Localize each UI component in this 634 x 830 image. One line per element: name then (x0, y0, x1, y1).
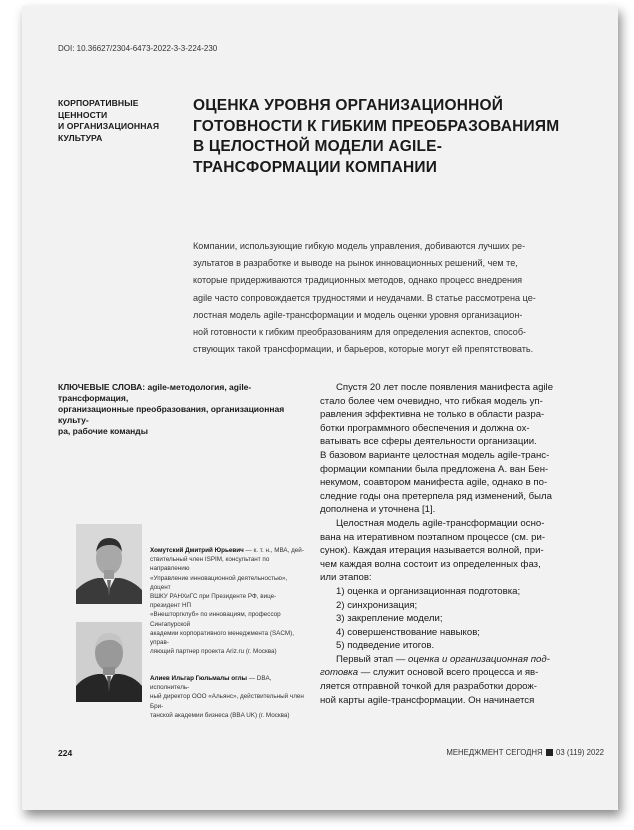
body-line: чем каждая волна состоит из определенных фаз, (320, 558, 541, 570)
author-photo (76, 524, 142, 604)
body-line: некумом, соавтором манифеста agile, однако в по- (320, 477, 548, 489)
abstract-line: зультатов в разработке и выводе на рынок инновационных решений, чем те, (193, 258, 518, 269)
body-line: сунок). Каждая итерация называется волной, при- (320, 545, 544, 557)
body-line: Спустя 20 лет после появления манифеста agile (336, 382, 554, 393)
title-line: ГОТОВНОСТИ К ГИБКИМ ПРЕОБРАЗОВАНИЯМ (193, 117, 560, 135)
section-heading (58, 98, 178, 144)
list-item: 4) совершенствование навыков; (336, 626, 480, 638)
bio-line: ный директор ООО «Альянс», действительный член Бри- (150, 693, 304, 710)
list-item: 5) подведение итогов. (336, 640, 435, 652)
abstract (193, 238, 565, 358)
section-line: И ОРГАНИЗАЦИОННАЯ (58, 121, 160, 131)
body-text: Первый этап — (336, 653, 409, 665)
page-number: 224 (58, 748, 73, 758)
bio-line: танской академии бизнеса (BBA UK) (г. Москва) (150, 711, 290, 719)
title-line: ОЦЕНКА УРОВНЯ ОРГАНИЗАЦИОННОЙ (193, 97, 504, 114)
keywords-line: ра, рабочие команды (58, 426, 148, 436)
body-line: стало более чем очевидно, что гибкая модель уп- (320, 395, 543, 407)
doi: DOI: 10.36627/2304-6473-2022-3-3-224-230 (58, 44, 218, 53)
issue-number: 03 (119) 2022 (556, 748, 604, 757)
body-line: ляется отправной точкой для разработки дорож- (320, 681, 538, 693)
title-line: В ЦЕЛОСТНОЙ МОДЕЛИ AGILE- (193, 138, 443, 155)
body-line: ботки программного обеспечения и должна ох- (320, 422, 530, 434)
body-text: — служит основой всего процесса и яв- (358, 667, 539, 679)
body-line: дополнена и уточнена [1]. (320, 504, 436, 516)
journal-name: МЕНЕДЖМЕНТ СЕГОДНЯ (446, 748, 543, 757)
square-icon (546, 749, 553, 756)
keywords (58, 382, 298, 437)
emphasis-text: готовка (320, 667, 359, 679)
emphasis-text: оценка и организационная под- (408, 653, 550, 665)
abstract-line: которые придерживаются традиционных методов, однако процесс внедрения (193, 275, 523, 286)
abstract-line: Компании, использующие гибкую модель управления, добиваются лучших ре- (193, 241, 526, 251)
bio-line: ствительный член ISPIM, консультант по направлению (150, 556, 270, 573)
bio-line: академии корпоративного менеджмента (SACM), управ- (150, 629, 294, 647)
list-item: 2) синхронизация; (336, 599, 418, 611)
bio-line: «Внешторгклуб» по инновациям, профессор Сингапурской (150, 611, 281, 628)
abstract-line: agile часто сопровождается трудностями и неудачами. В статье рассмотрена це- (193, 292, 536, 303)
author-bio (150, 546, 306, 656)
list-item: 1) оценка и организационная подготовка; (336, 585, 521, 597)
author-bio (150, 674, 306, 720)
body-line: ной карты agile-трансформации. Он начинается (320, 694, 535, 706)
abstract-line: ствующих такой трансформации, и барьеров, которые могут ей препятствовать. (193, 344, 534, 355)
section-line: ЦЕННОСТИ (58, 109, 108, 120)
abstract-line: ной готовности к гибким преобразованиям для определения аспектов, способ- (193, 327, 527, 338)
body-line: следние годы она претерпела ряд изменений, была (320, 490, 552, 502)
body-line: В базовом варианте целостная модель agile-транс- (320, 449, 550, 461)
author-name: Алиев Ильгар Гюльмалы оглы (150, 675, 247, 682)
article-body (320, 381, 582, 707)
body-line: Целостная модель agile-трансформации осно- (336, 517, 545, 529)
body-line: равления эффективна не только в области разра- (320, 409, 545, 421)
body-line: вана на итеративном поэтапном процессе (см. ри- (320, 531, 546, 543)
title-line: ТРАНСФОРМАЦИИ КОМПАНИИ (193, 158, 438, 176)
body-line: ватывать все сферы деятельности организации. (320, 436, 537, 448)
body-line (320, 666, 582, 680)
bio-line: — DBA, исполнитель- (150, 675, 272, 692)
section-line: КУЛЬТУРА (58, 132, 103, 143)
keywords-line: организационные преобразования, организационная культу- (58, 404, 285, 425)
author-name: Хомутский Дмитрий Юрьевич (150, 547, 244, 554)
body-line: формации компании была предложена А. ван Бен- (320, 463, 549, 475)
body-line (320, 653, 582, 667)
bio-line: ВШКУ РАНХиГС при Президенте РФ, вице-президент НП (150, 593, 277, 610)
list-item: 3) закрепление модели; (336, 613, 443, 625)
abstract-line: лостная модель agile-трансформации и модель оценки уровня организацион- (193, 309, 523, 320)
keywords-line: agile-методология, agile-трансформация, (58, 382, 252, 403)
article-title (193, 96, 583, 178)
journal-footer (446, 748, 604, 757)
bio-line: ляющий партнер проекта Ariz.ru (г. Москва) (150, 648, 277, 656)
keywords-label: КЛЮЧЕВЫЕ СЛОВА: (58, 382, 146, 392)
author-photo (76, 622, 142, 702)
bio-line: — к. т. н., МВА, дей- (243, 547, 304, 554)
section-line: КОРПОРАТИВНЫЕ (58, 98, 139, 108)
bio-line: «Управление инновационной деятельностью», доцент (150, 574, 288, 591)
body-line: или этапов: (320, 572, 372, 584)
